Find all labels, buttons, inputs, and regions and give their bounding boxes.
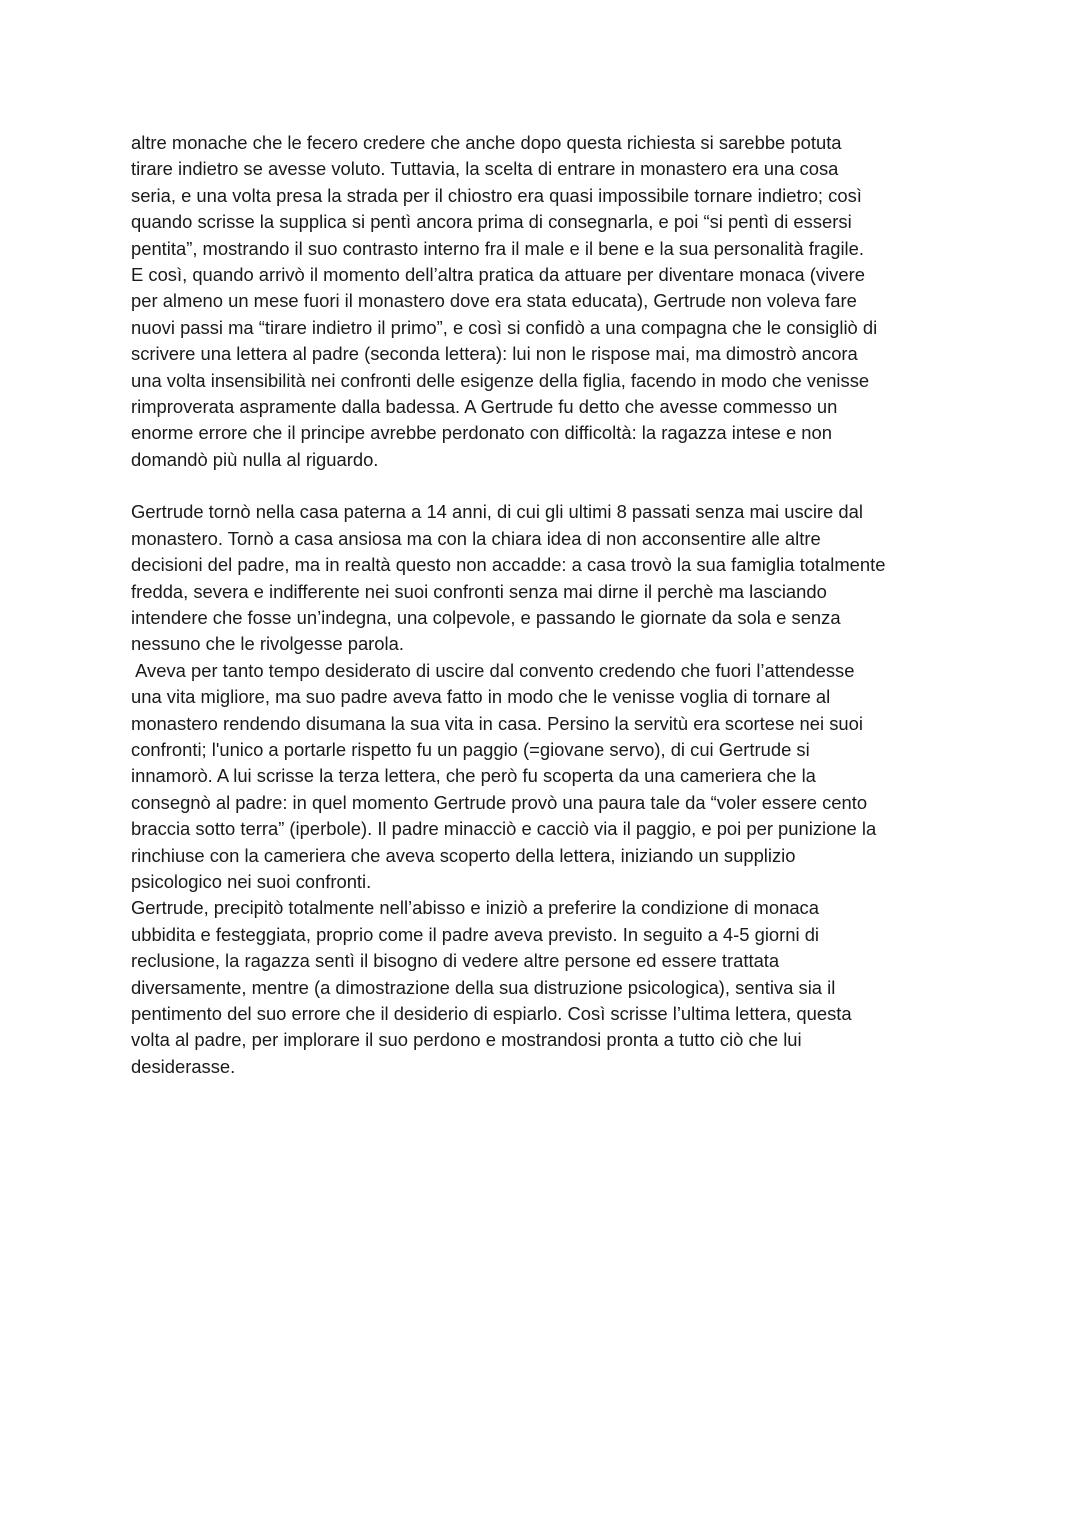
text-line: psicologico nei suoi confronti. <box>131 870 372 892</box>
text-line: una volta insensibilità nei confronti delle esigenze della figlia, facendo in modo che venisse <box>131 369 870 391</box>
text-line: Gertrude, precipitò totalmente nell’abisso e iniziò a preferire la condizione di monaca <box>131 897 819 919</box>
text-line: confronti; l'unico a portarle rispetto fu un paggio (=giovane servo), di cui Gertrude si <box>131 738 810 760</box>
text-line: braccia sotto terra” (iperbole). Il padre minacciò e cacciò via il paggio, e poi per punizione la <box>131 818 877 840</box>
text-line: pentimento del suo errore che il desiderio di espiarlo. Così scrisse l’ultima lettera, questa <box>131 1002 852 1024</box>
text-line: monastero. Tornò a casa ansiosa ma con la chiara idea di non acconsentire alle altre <box>131 527 821 549</box>
text-line: E così, quando arrivò il momento dell’altra pratica da attuare per diventare monaca (vivere <box>131 263 865 285</box>
text-line: desiderasse. <box>131 1055 236 1077</box>
text-line: una vita migliore, ma suo padre aveva fatto in modo che le venisse voglia di tornare al <box>131 686 831 708</box>
text-line: seria, e una volta presa la strada per il chiostro era quasi impossibile tornare indietro; così <box>131 184 862 206</box>
paragraph-spacer <box>131 473 971 499</box>
text-line: nuovi passi ma “tirare indietro il primo”, e così si confidò a una compagna che le consigliò di <box>131 316 878 338</box>
text-line: volta al padre, per implorare il suo perdono e mostrandosi pronta a tutto ciò che lui <box>131 1029 802 1051</box>
document-body <box>131 130 971 1080</box>
text-line: consegnò al padre: in quel momento Gertrude provò una paura tale da “voler essere cento <box>131 791 868 813</box>
text-line: pentita”, mostrando il suo contrasto interno fra il male e il bene e la sua personalità fragile. <box>131 237 864 259</box>
text-line: rimproverata aspramente dalla badessa. A Gertrude fu detto che avesse commesso un <box>131 395 838 417</box>
text-line: domandò più nulla al riguardo. <box>131 448 379 470</box>
text-line: reclusione, la ragazza sentì il bisogno di vedere altre persone ed essere trattata <box>131 950 780 972</box>
text-line: per almeno un mese fuori il monastero dove era stata educata), Gertrude non voleva fare <box>131 290 857 312</box>
text-line: diversamente, mentre (a dimostrazione della sua distruzione psicologica), sentiva sia il <box>131 976 836 998</box>
text-line: scrivere una lettera al padre (seconda lettera): lui non le rispose mai, ma dimostrò ancora <box>131 343 858 365</box>
text-line: fredda, severa e indifferente nei suoi confronti senza mai dirne il perchè ma lasciando <box>131 580 827 602</box>
paragraph-2 <box>131 499 971 1080</box>
text-line: innamorò. A lui scrisse la terza lettera, che però fu scoperta da una cameriera che la <box>131 765 816 787</box>
text-line: monastero rendendo disumana la sua vita in casa. Persino la servitù era scortese nei suoi <box>131 712 863 734</box>
text-line: enorme errore che il principe avrebbe perdonato con difficoltà: la ragazza intese e non <box>131 422 832 444</box>
text-line: quando scrisse la supplica si pentì ancora prima di consegnarla, e poi “si pentì di essersi <box>131 211 852 233</box>
text-line: altre monache che le fecero credere che anche dopo questa richiesta si sarebbe potuta <box>131 132 842 153</box>
text-line: rinchiuse con la cameriera che aveva scoperto della lettera, iniziando un supplizio <box>131 844 796 866</box>
text-line: intendere che fosse un’indegna, una colpevole, e passando le giornate da sola e senza <box>131 607 841 629</box>
text-line: decisioni del padre, ma in realtà questo non accadde: a casa trovò la sua famiglia totalmente <box>131 554 886 576</box>
text-line: Gertrude tornò nella casa paterna a 14 anni, di cui gli ultimi 8 passati senza mai uscire dal <box>131 501 863 523</box>
text-line: tirare indietro se avesse voluto. Tuttavia, la scelta di entrare in monastero era una cosa <box>131 158 839 180</box>
text-line: Aveva per tanto tempo desiderato di uscire dal convento credendo che fuori l’attendesse <box>131 659 855 681</box>
text-line: nessuno che le rivolgesse parola. <box>131 633 404 655</box>
text-line: ubbidita e festeggiata, proprio come il padre aveva previsto. In seguito a 4-5 giorni di <box>131 923 820 945</box>
paragraph-1 <box>131 130 971 473</box>
